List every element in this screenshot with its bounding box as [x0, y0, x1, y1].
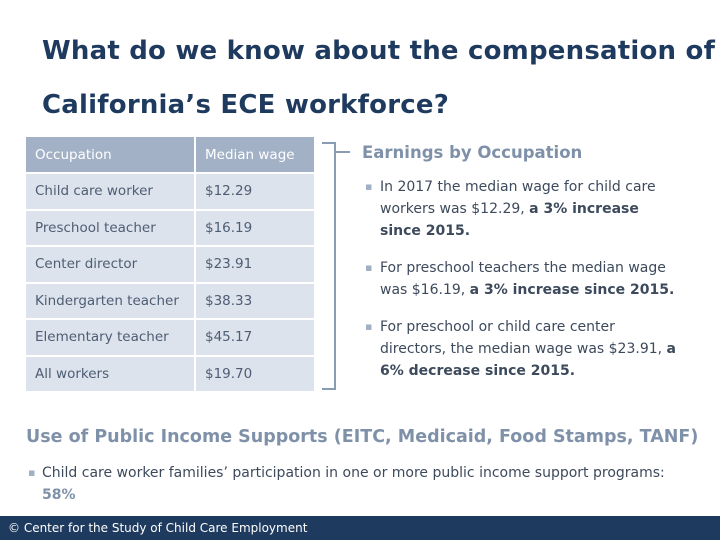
bullet-icon: ▪	[365, 261, 373, 274]
table-row	[26, 356, 315, 392]
earnings-list	[362, 176, 680, 397]
wage-cell: $23.91	[195, 246, 315, 283]
list-item	[362, 316, 680, 382]
table-row	[26, 246, 315, 283]
bullet-icon: ▪	[365, 320, 373, 333]
occupation-cell: Child care worker	[26, 173, 195, 210]
bullet-icon: ▪	[365, 180, 373, 193]
copyright-footer: © Center for the Study of Child Care Employment	[0, 516, 720, 540]
table-row	[26, 283, 315, 320]
wage-cell: $19.70	[195, 356, 315, 392]
bracket-tick	[336, 151, 350, 153]
occupation-cell: All workers	[26, 356, 195, 392]
table-row	[26, 210, 315, 247]
earnings-highlight: a 3% increase since 2015.	[380, 201, 639, 239]
occupation-cell: Center director	[26, 246, 195, 283]
wage-cell: $45.17	[195, 319, 315, 356]
bullet-icon: ▪	[28, 466, 36, 479]
table-row	[26, 173, 315, 210]
earnings-text: For preschool teachers the median wage was $16.19,	[380, 260, 666, 298]
wage-cell: $38.33	[195, 283, 315, 320]
slide-title-line-2: California’s ECE workforce?	[42, 90, 449, 120]
earnings-heading: Earnings by Occupation	[362, 143, 583, 162]
occupation-cell: Elementary teacher	[26, 319, 195, 356]
earnings-text: In 2017 the median wage for child care workers was $12.29,	[380, 179, 656, 217]
earnings-highlight: a 6% decrease since 2015.	[380, 341, 676, 379]
wage-table	[26, 137, 316, 391]
header-median-wage: Median wage	[195, 137, 315, 173]
supports-item	[26, 462, 702, 506]
table-header-row	[26, 137, 315, 173]
list-item	[362, 257, 680, 301]
supports-text: Child care worker families’ participation in one or more public income support programs:	[42, 465, 665, 481]
wage-cell: $12.29	[195, 173, 315, 210]
supports-highlight: 58%	[42, 487, 76, 503]
occupation-cell: Preschool teacher	[26, 210, 195, 247]
earnings-highlight: a 3% increase since 2015.	[469, 282, 675, 298]
supports-heading: Use of Public Income Supports (EITC, Medicaid, Food Stamps, TANF)	[26, 427, 699, 447]
wage-cell: $16.19	[195, 210, 315, 247]
table-row	[26, 319, 315, 356]
list-item	[362, 176, 680, 242]
slide-title-line-1: What do we know about the compensation of	[42, 36, 716, 66]
occupation-cell: Kindergarten teacher	[26, 283, 195, 320]
earnings-text: For preschool or child care center directors, the median wage was $23.91,	[380, 319, 667, 357]
bracket-divider	[322, 142, 336, 390]
header-occupation: Occupation	[26, 137, 195, 173]
